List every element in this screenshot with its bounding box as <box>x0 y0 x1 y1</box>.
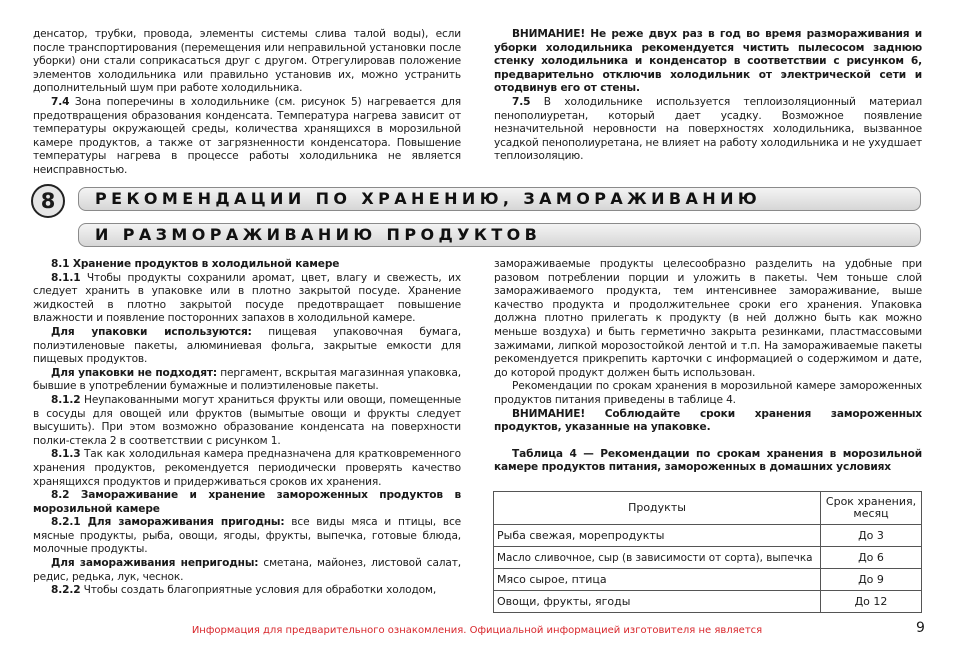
table-cell-term: До 6 <box>821 547 922 569</box>
heading-8-1: 8.1 Хранение продуктов в холодильной камере <box>51 258 340 270</box>
paragraph-number: 7.5 <box>512 95 531 108</box>
fit-text: все виды мяса и птицы, все мясные продукты, рыба, овощи, ягоды, фрукты, выпечка, готовые блюда, молочные продукты. <box>33 516 461 556</box>
paragraph-number: 8.2.2 <box>51 584 81 597</box>
paragraph-7-3-end: денсатор, трубки, провода, элементы системы слива талой воды), если после транспортирования (перемещения или неправильной установки после уборки) они стали соприкасаться друг с другом. Отрегулировав положение элементов холодильника или правильно установив их, можно устранить дополнительный шум при работе холодильника. <box>33 28 461 95</box>
paragraph-number: 8.1.1 <box>51 271 81 284</box>
paragraph-8-2-2-continued: замораживаемые продукты целесообразно разделить на удобные при разовом потреблении порции и уложить в пакеты. Чем тоньше слой замораживаемого продукта, тем интенсивнее замораживание, выше качество продукта и продолжительнее сроки его хранения. Упаковка должна плотно прилегать к продукту (в ней должно быть как можно меньше воздуха) и быть герметично закрыта резинками, пластмассовыми зажимами, липкой морозостойкой лентой и т.п. На замораживаемые пакеты рекомендуется прикрепить карточки с информацией о содержимом и дате, до которой продукт должен быть использован. <box>494 258 922 379</box>
unfit-text: сметана, майонез, листовой салат, редис, редька, лук, чеснок. <box>33 557 461 583</box>
unfit-label: Для замораживания непригодны: <box>51 557 259 570</box>
fit-label: 8.2.1 Для замораживания пригодны: <box>51 516 285 529</box>
not-packing-text: пергамент, вскрытая магазинная упаковка, бывшие в употреблении бумажные и полиэтиленовые пакеты. <box>33 366 461 393</box>
paragraph-number: 8.1.3 <box>51 448 81 461</box>
packing-text: пищевая упаковочная бумага, полиэтиленовые пакеты, алюминиевая фольга, закрытые емкости для пищевых продуктов. <box>33 325 461 366</box>
paragraph-text: Так как холодильная камера предназначена для кратковременного хранения продуктов, рекомендуется периодически проверять качество хранящихся продуктов и придерживаться сроков их хранения. <box>33 448 461 488</box>
top-right-column <box>494 28 922 164</box>
table-caption: Таблица 4 — Рекомендации по срокам хранения в морозильной камере продуктов питания, замороженных в домашних условиях <box>494 447 922 474</box>
section-number-badge: 8 <box>31 184 65 218</box>
section-title-line1: РЕКОМЕНДАЦИИ ПО ХРАНЕНИЮ, ЗАМОРАЖИВАНИЮ <box>78 187 921 211</box>
table-row <box>494 591 922 613</box>
table-row <box>494 547 922 569</box>
table-row <box>494 569 922 591</box>
paragraph-number: 8.1.2 <box>51 393 81 406</box>
table-cell-product: Рыба свежая, морепродукты <box>494 525 821 547</box>
packing-label: Для упаковки используются: <box>51 325 252 338</box>
page-number: 9 <box>916 620 925 636</box>
table-cell-term: До 12 <box>821 591 922 613</box>
body-right-column <box>494 258 922 475</box>
paragraph-packing <box>33 326 461 367</box>
paragraph-8-1-3 <box>33 448 461 489</box>
section-title-line2: И РАЗМОРАЖИВАНИЮ ПРОДУКТОВ <box>78 223 921 247</box>
paragraph-not-packing <box>33 367 461 394</box>
table-header-row <box>494 492 922 525</box>
warning-cleaning: ВНИМАНИЕ! Не реже двух раз в год во время размораживания и уборки холодильника рекомендуется чистить пылесосом заднюю стенку холодильника и конденсатор в соответствии с рисунком 6, предварительно отключив холодильник от электрической сети и отодвинув его от стены. <box>494 28 922 95</box>
not-packing-label: Для упаковки не подходят: <box>51 366 217 379</box>
paragraph-text: Чтобы продукты сохранили аромат, цвет, влагу и свежесть, их следует хранить в упаковке или в плотно закрытой посуде. Хранение жидкостей в плотно закрытой посуде предотвращает повышение влажности и появление посторонних запахов в холодильной камере. <box>33 271 461 325</box>
table-row <box>494 525 922 547</box>
table-cell-term: До 9 <box>821 569 922 591</box>
table-cell-product: Овощи, фрукты, ягоды <box>494 591 821 613</box>
top-left-column <box>33 28 461 178</box>
paragraph-8-1-1 <box>33 272 461 326</box>
paragraph-number: 7.4 <box>51 95 70 108</box>
paragraph-text: В холодильнике используется теплоизоляционный материал пенополиуретан, который дает усадку. Возможное появление незначительной неровности на поверхностях холодильника, вызванное усадкой пенополиуретана, не влияет на работу холодильника и не ухудшает теплоизоляцию. <box>494 95 922 163</box>
warning-storage: ВНИМАНИЕ! Соблюдайте сроки хранения замороженных продуктов, указанные на упаковке. <box>494 407 922 434</box>
table-cell-product: Масло сливочное, сыр (в зависимости от сорта), выпечка <box>494 547 821 569</box>
paragraph-7-5 <box>494 96 922 164</box>
table-header-term: Срок хранения, месяц <box>821 492 922 525</box>
paragraph-unfit <box>33 557 461 584</box>
body-left-column <box>33 258 461 598</box>
table-cell-term: До 3 <box>821 525 922 547</box>
paragraph-8-2-1 <box>33 516 461 557</box>
paragraph-text: Зона поперечины в холодильнике (см. рисунок 5) нагревается для предотвращения образования конденсата. Температура нагрева зависит от температуры окружающей среды, количества хранящихся в морозильной камере продуктов, а также от загрязненности конденсатора. Повышение температуры нагрева в процессе работы холодильника не является неисправностью. <box>33 95 461 176</box>
heading-8-2: 8.2 Замораживание и хранение замороженных продуктов в морозильной камере <box>33 489 461 515</box>
paragraph-8-2-2 <box>33 584 461 598</box>
paragraph-8-1-2 <box>33 394 461 448</box>
paragraph-7-4 <box>33 96 461 178</box>
table-header-products: Продукты <box>494 492 821 525</box>
paragraph-text: Неупакованными могут храниться фрукты или овощи, помещенные в сосуды для овощей или фруктов (вымытые овощи и фрукты следует высушить). При этом возможно образование конденсата на поверхности полки-стекла 2 в соответствии с рисунком 1. <box>33 393 461 447</box>
paragraph-text: Чтобы создать благоприятные условия для обработки холодом, <box>80 584 437 597</box>
paragraph-table-reference: Рекомендации по срокам хранения в морозильной камере замороженных продуктов питания приведены в таблице 4. <box>494 380 922 406</box>
table-cell-product: Мясо сырое, птица <box>494 569 821 591</box>
footer-notice: Информация для предварительного ознакомления. Официальной информацией изготовителя не является <box>191 625 763 636</box>
storage-table <box>493 491 922 613</box>
